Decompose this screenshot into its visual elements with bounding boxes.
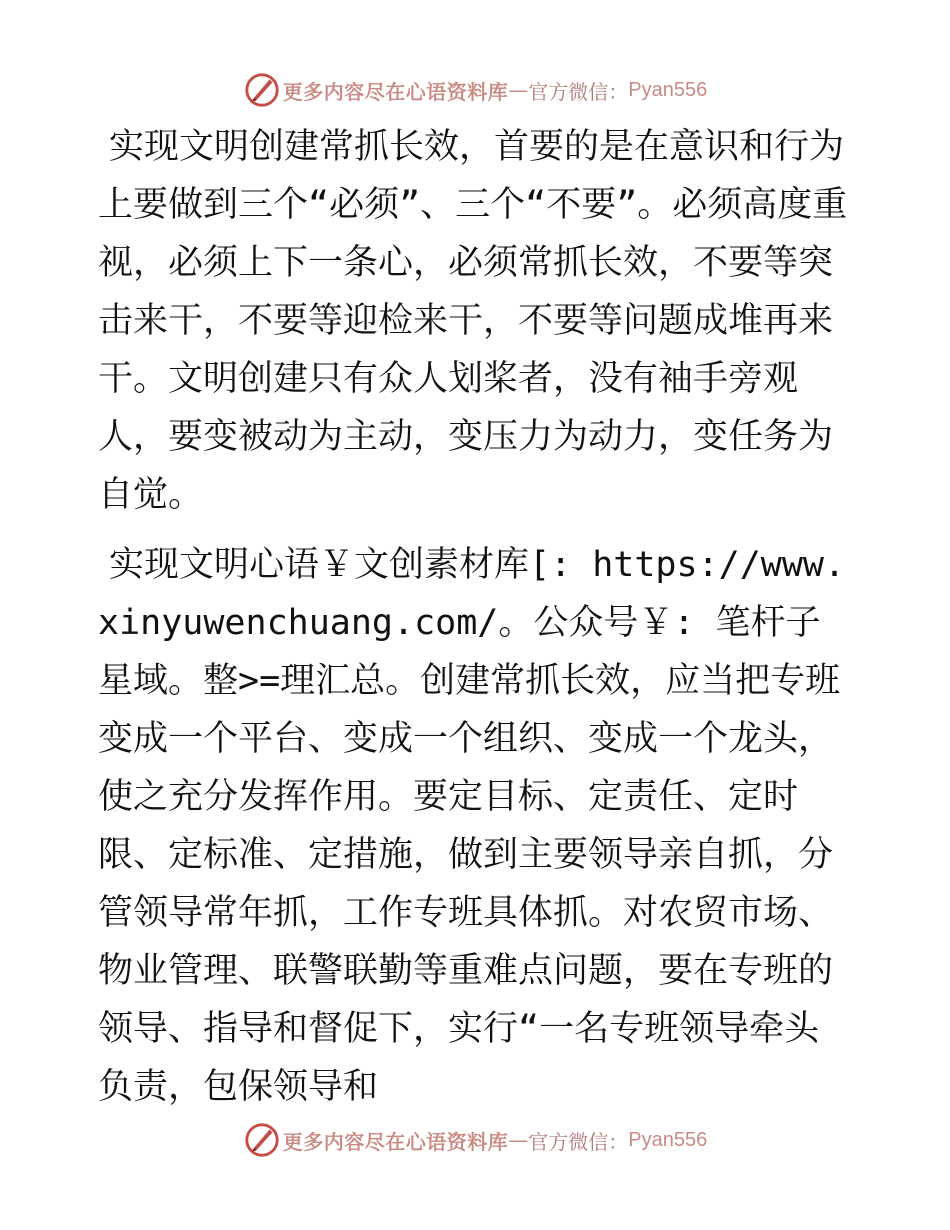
watermark-banner-bottom <box>0 1120 950 1160</box>
watermark-brand: 更多内容尽在心语资料库 <box>282 1129 509 1154</box>
watermark-label: 官方微信： <box>528 79 629 104</box>
watermark-label: 官方微信： <box>528 1129 629 1154</box>
watermark-brand: 更多内容尽在心语资料库 <box>282 79 509 104</box>
document-body <box>98 118 852 1116</box>
paragraph-1: 实现文明创建常抓长效，首要的是在意识和行为上要做到三个“必须”、三个“不要”。必须高度重视，必须上下一条心，必须常抓长效，不要等突击来干，不要等迎检来干，不要等问题成堆再来干。文明创建只有众人划桨者，没有袖手旁观人，要变被动为主动，变压力为动力，变任务为自觉。 <box>98 127 848 515</box>
paragraph-2: 实现文明心语￥文创素材库[: https://www.xinyuwenchuang.com/。公众号￥: 笔杆子星域。整>=理汇总。创建常抓长效，应当把专班变成一个平台、变成一个组织、变成一个龙头，使之充分发挥作用。要定目标、定责任、定时限、定标准、定措施，做到主要领导亲自抓，分管领导常年抓，工作专班具体抓。对农贸市场、物业管理、联警联勤等重难点问题，要在专班的领导、指导和督促下，实行“一名专班领导牵头负责，包保领导和 <box>98 545 846 1107</box>
watermark-separator: — <box>508 78 529 102</box>
watermark-wechat-id: Pyan556 <box>628 1128 708 1151</box>
watermark-banner-top <box>0 70 950 110</box>
quill-logo-icon <box>243 1121 281 1159</box>
quill-logo-icon <box>243 71 281 109</box>
watermark-separator: — <box>508 1128 529 1152</box>
watermark-wechat-id: Pyan556 <box>628 78 708 101</box>
